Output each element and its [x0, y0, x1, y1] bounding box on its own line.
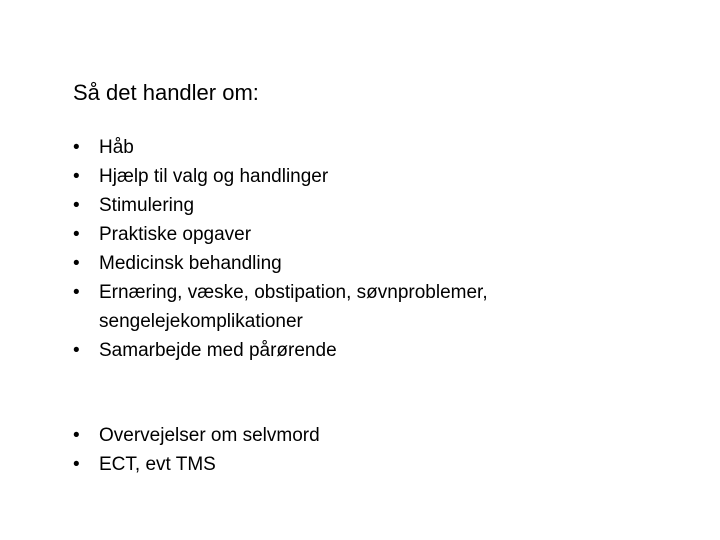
bullet-icon: • [73, 282, 80, 303]
list-item [73, 450, 320, 479]
bullet-icon: • [73, 166, 80, 187]
list-item [73, 249, 488, 278]
list-item [73, 421, 320, 450]
bullet-icon: • [73, 195, 80, 216]
list-item-text: Hjælp til valg og handlinger [99, 166, 329, 187]
list-item-text: Praktiske opgaver [99, 224, 252, 245]
list-item-text: ECT, evt TMS [99, 454, 216, 475]
list-item [73, 278, 488, 336]
list-item-text: Stimulering [99, 195, 195, 216]
slide-title: Så det handler om: [73, 80, 259, 105]
list-item [73, 133, 488, 162]
bullet-list-primary [73, 133, 488, 365]
list-item-text: Medicinsk behandling [99, 253, 282, 274]
bullet-icon: • [73, 425, 80, 446]
list-item [73, 191, 488, 220]
list-item-text-continuation: sengelejekomplikationer [99, 311, 303, 332]
list-item-text: Ernæring, væske, obstipation, søvnproblemer, [99, 282, 488, 303]
list-item-text: Samarbejde med pårørende [99, 340, 337, 361]
list-item [73, 220, 488, 249]
list-item [73, 336, 488, 365]
bullet-icon: • [73, 340, 80, 361]
list-item-text: Håb [99, 137, 134, 158]
bullet-list-secondary [73, 421, 320, 479]
bullet-icon: • [73, 137, 80, 158]
list-item [73, 162, 488, 191]
bullet-icon: • [73, 253, 80, 274]
bullet-icon: • [73, 454, 80, 475]
list-item-text: Overvejelser om selvmord [99, 425, 320, 446]
bullet-icon: • [73, 224, 80, 245]
